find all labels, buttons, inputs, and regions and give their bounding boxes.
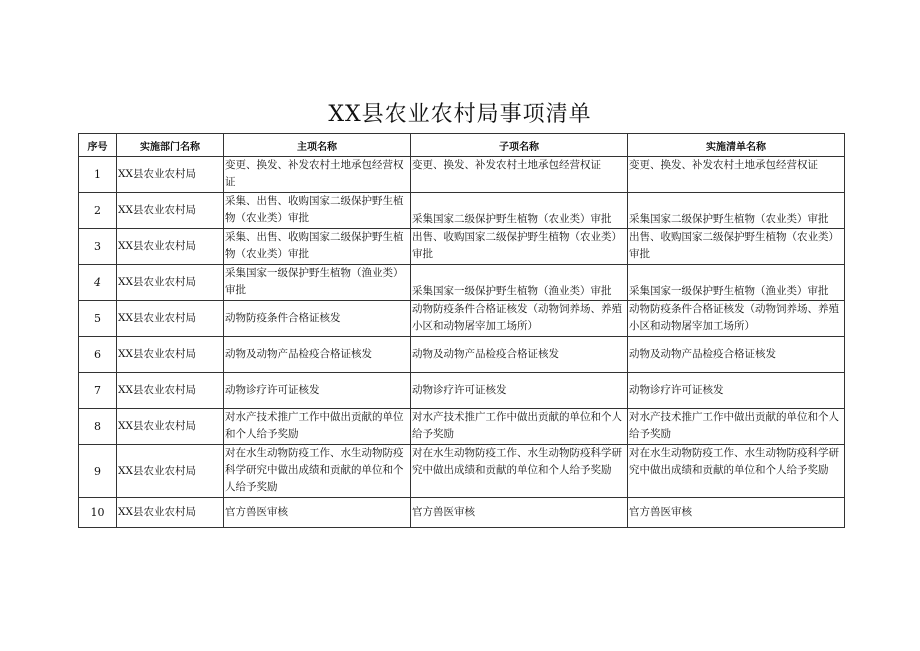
row-sub-item: 出售、收购国家二级保护野生植物（农业类）审批 bbox=[411, 229, 628, 265]
row-main-item: 采集、出售、收购国家二级保护野生植物（农业类）审批 bbox=[224, 229, 411, 265]
row-dept: XX县农业农村局 bbox=[117, 409, 224, 445]
row-main-item: 采集、出售、收购国家二级保护野生植物（农业类）审批 bbox=[224, 193, 411, 229]
row-main-item: 动物及动物产品检疫合格证核发 bbox=[224, 337, 411, 373]
table-row bbox=[79, 409, 845, 445]
row-dept: XX县农业农村局 bbox=[117, 229, 224, 265]
row-list-item: 变更、换发、补发农村土地承包经营权证 bbox=[628, 157, 845, 193]
row-sub-item: 动物及动物产品检疫合格证核发 bbox=[411, 337, 628, 373]
table-row bbox=[79, 157, 845, 193]
row-number: 7 bbox=[79, 373, 117, 409]
row-dept: XX县农业农村局 bbox=[117, 301, 224, 337]
table-header-row bbox=[79, 134, 845, 157]
table-row bbox=[79, 265, 845, 301]
row-number: 4 bbox=[79, 265, 117, 301]
row-list-item: 动物诊疗许可证核发 bbox=[628, 373, 845, 409]
header-no: 序号 bbox=[79, 134, 117, 157]
header-sub: 子项名称 bbox=[411, 134, 628, 157]
table-row bbox=[79, 373, 845, 409]
row-list-item: 出售、收购国家二级保护野生植物（农业类）审批 bbox=[628, 229, 845, 265]
row-dept: XX县农业农村局 bbox=[117, 193, 224, 229]
table-row bbox=[79, 193, 845, 229]
row-number: 9 bbox=[79, 445, 117, 498]
row-main-item: 动物防疫条件合格证核发 bbox=[224, 301, 411, 337]
row-list-item: 对在水生动物防疫工作、水生动物防疫科学研究中做出成绩和贡献的单位和个人给予奖励 bbox=[628, 445, 845, 498]
row-number: 10 bbox=[79, 498, 117, 528]
row-sub-item: 采集国家二级保护野生植物（农业类）审批 bbox=[411, 193, 628, 229]
row-main-item: 对在水生动物防疫工作、水生动物防疫科学研究中做出成绩和贡献的单位和个人给予奖励 bbox=[224, 445, 411, 498]
row-dept: XX县农业农村局 bbox=[117, 498, 224, 528]
table-row bbox=[79, 301, 845, 337]
row-main-item: 变更、换发、补发农村土地承包经营权证 bbox=[224, 157, 411, 193]
row-sub-item: 对在水生动物防疫工作、水生动物防疫科学研究中做出成绩和贡献的单位和个人给予奖励 bbox=[411, 445, 628, 498]
table-row bbox=[79, 337, 845, 373]
row-list-item: 对水产技术推广工作中做出贡献的单位和个人给予奖励 bbox=[628, 409, 845, 445]
header-main: 主项名称 bbox=[224, 134, 411, 157]
row-dept: XX县农业农村局 bbox=[117, 337, 224, 373]
row-list-item: 动物防疫条件合格证核发（动物饲养场、养殖小区和动物屠宰加工场所） bbox=[628, 301, 845, 337]
table-row bbox=[79, 498, 845, 528]
row-number: 1 bbox=[79, 157, 117, 193]
row-number: 6 bbox=[79, 337, 117, 373]
matters-table bbox=[78, 133, 845, 528]
row-main-item: 采集国家一级保护野生植物（渔业类）审批 bbox=[224, 265, 411, 301]
row-sub-item: 采集国家一级保护野生植物（渔业类）审批 bbox=[411, 265, 628, 301]
row-main-item: 动物诊疗许可证核发 bbox=[224, 373, 411, 409]
row-main-item: 对水产技术推广工作中做出贡献的单位和个人给予奖励 bbox=[224, 409, 411, 445]
row-number: 8 bbox=[79, 409, 117, 445]
row-sub-item: 动物防疫条件合格证核发（动物饲养场、养殖小区和动物屠宰加工场所） bbox=[411, 301, 628, 337]
row-main-item: 官方兽医审核 bbox=[224, 498, 411, 528]
row-sub-item: 对水产技术推广工作中做出贡献的单位和个人给予奖励 bbox=[411, 409, 628, 445]
table-row bbox=[79, 229, 845, 265]
row-list-item: 采集国家二级保护野生植物（农业类）审批 bbox=[628, 193, 845, 229]
row-list-item: 动物及动物产品检疫合格证核发 bbox=[628, 337, 845, 373]
row-sub-item: 动物诊疗许可证核发 bbox=[411, 373, 628, 409]
page-title: XX县农业农村局事项清单 bbox=[328, 102, 592, 127]
row-number: 2 bbox=[79, 193, 117, 229]
row-dept: XX县农业农村局 bbox=[117, 157, 224, 193]
row-number: 3 bbox=[79, 229, 117, 265]
row-dept: XX县农业农村局 bbox=[117, 445, 224, 498]
row-dept: XX县农业农村局 bbox=[117, 373, 224, 409]
row-sub-item: 变更、换发、补发农村土地承包经营权证 bbox=[411, 157, 628, 193]
header-list: 实施清单名称 bbox=[628, 134, 845, 157]
row-number: 5 bbox=[79, 301, 117, 337]
table-row bbox=[79, 445, 845, 498]
header-dept: 实施部门名称 bbox=[117, 134, 224, 157]
row-list-item: 官方兽医审核 bbox=[628, 498, 845, 528]
row-dept: XX县农业农村局 bbox=[117, 265, 224, 301]
row-list-item: 采集国家一级保护野生植物（渔业类）审批 bbox=[628, 265, 845, 301]
row-sub-item: 官方兽医审核 bbox=[411, 498, 628, 528]
